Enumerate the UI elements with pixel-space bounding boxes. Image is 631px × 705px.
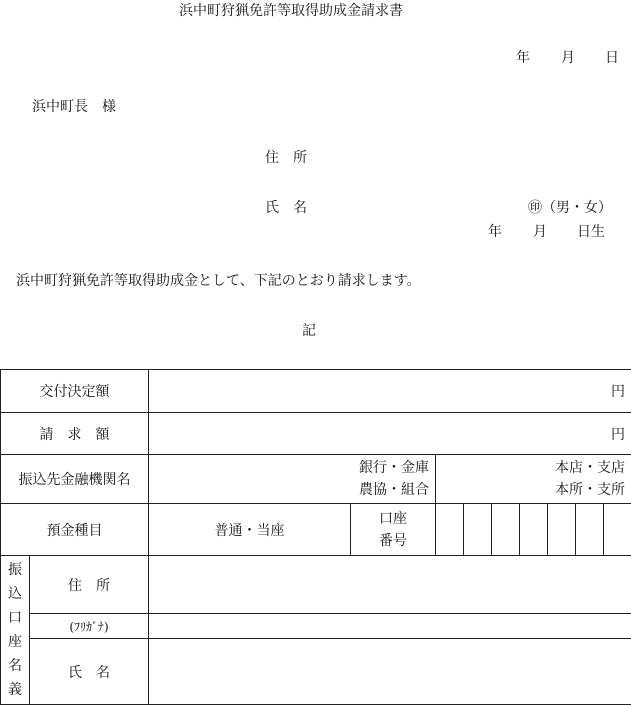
branch-type-2: 本所・支所 [555, 482, 625, 498]
decision-amount-label: 交付決定額 [1, 370, 149, 413]
request-amount-row [1, 413, 631, 455]
account-digit-7[interactable] [604, 504, 631, 556]
branch-type-1: 本店・支店 [555, 460, 625, 476]
request-amount-field[interactable]: 円 [149, 413, 631, 455]
holder-address-field[interactable] [149, 556, 631, 614]
date-year: 年 [516, 50, 530, 66]
account-digit-3[interactable] [492, 504, 520, 556]
account-digit-4[interactable] [520, 504, 548, 556]
holder-name-field[interactable] [149, 639, 631, 705]
birth-month: 月 [533, 224, 547, 240]
account-number-label [351, 504, 436, 556]
request-statement: 浜中町狩猟免許等取得助成金として、下記のとおり請求します。 [16, 273, 421, 289]
holder-address-label: 住 所 [30, 556, 149, 614]
bank-name-field[interactable] [149, 455, 436, 504]
ki-heading: 記 [302, 323, 316, 339]
deposit-type-value[interactable]: 普通・当座 [149, 504, 351, 556]
decision-amount-field[interactable]: 円 [149, 370, 631, 413]
account-digit-1[interactable] [436, 504, 464, 556]
account-digit-2[interactable] [464, 504, 492, 556]
account-number-label-2: 番号 [379, 532, 407, 549]
vertical-char-1: 振 [8, 562, 22, 578]
deposit-row [1, 504, 631, 556]
vertical-char-5: 名 [8, 658, 22, 674]
date-day: 日 [605, 50, 619, 66]
vertical-char-6: 義 [8, 682, 22, 698]
branch-name-field[interactable] [436, 455, 631, 504]
bank-row [1, 455, 631, 504]
vertical-char-4: 座 [8, 634, 22, 650]
account-digit-5[interactable] [548, 504, 576, 556]
applicant-address-label: 住 所 [265, 150, 307, 166]
deposit-type-label: 預金種目 [1, 504, 149, 556]
bank-type-1: 銀行・金庫 [359, 460, 429, 476]
furigana-row [1, 614, 631, 639]
birth-day: 日生 [577, 224, 605, 240]
request-amount-label: 請 求 額 [1, 413, 149, 455]
request-form-table [0, 369, 631, 705]
account-digit-6[interactable] [576, 504, 604, 556]
holder-name-row [1, 639, 631, 705]
account-holder-vertical-label [1, 556, 30, 705]
applicant-name-label: 氏 名 [265, 200, 307, 216]
decision-amount-row [1, 370, 631, 413]
bank-label: 振込先金融機関名 [1, 455, 149, 504]
bank-type-2: 農協・組合 [359, 482, 429, 498]
holder-name-label: 氏 名 [30, 639, 149, 705]
date-month: 月 [561, 50, 575, 66]
vertical-char-3: 口 [8, 610, 22, 626]
furigana-field[interactable] [149, 614, 631, 639]
account-number-label-1: 口座 [379, 510, 407, 527]
seal-gender: ㊞（男・女） [528, 200, 612, 216]
vertical-char-2: 込 [8, 586, 22, 602]
birth-year: 年 [488, 224, 502, 240]
holder-address-row [1, 556, 631, 614]
addressee: 浜中町長 様 [32, 99, 116, 115]
furigana-label: (ﾌﾘｶﾞﾅ) [30, 614, 149, 639]
document-title: 浜中町狩猟免許等取得助成金請求書 [179, 3, 403, 19]
